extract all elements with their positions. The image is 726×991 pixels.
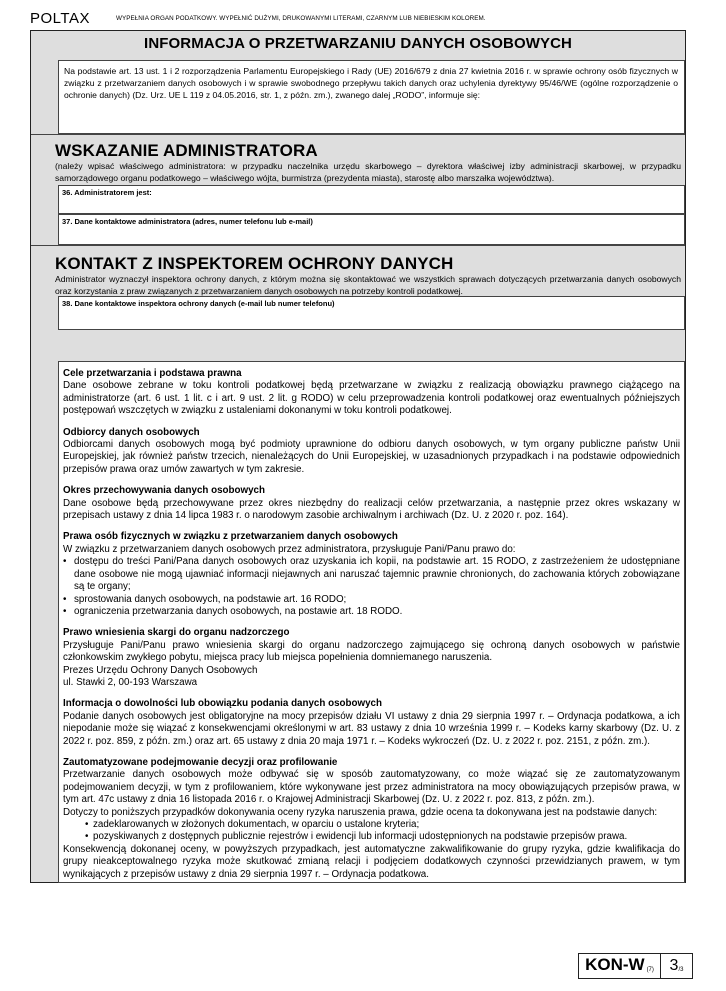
administrator-description: (należy wpisać właściwego administratora: w przypadku naczelnika urzędu skarbowego – dyrektora właściwej izby administracji skarbowej, w przypadku samorządowego organu podatkowego – właściwego wójta, burmistrza (prezydenta miasta), starostę albo marszałka województwa). <box>55 161 681 183</box>
form-version: (7) <box>646 967 654 973</box>
fill-instruction: WYPEŁNIA ORGAN PODATKOWY. WYPEŁNIĆ DUŻYMI, DRUKOWANYMI LITERAMI, CZARNYM LUB NIEBIESKIM KOLOREM. <box>116 15 486 22</box>
brand-label: POLTAX <box>30 10 90 27</box>
list-item: • pozyskiwanych z dostępnych publicznie rejestrów i ewidencji lub informacji udostępnionych na podstawie przepisów prawa. <box>63 831 680 843</box>
complaint-heading: Prawo wniesienia skargi do organu nadzorczego <box>63 627 290 639</box>
voluntary-heading: Informacja o dowolności lub obowiązku podania danych osobowych <box>63 698 382 710</box>
list-item: • zadeklarowanych w złożonych dokumentach, w oparciu o ustalone kryteria; <box>63 819 680 831</box>
information-box <box>58 361 685 883</box>
rights-list <box>63 556 680 618</box>
page-total: /3 <box>678 967 684 973</box>
intro-text: Na podstawie art. 13 ust. 1 i 2 rozporządzenia Parlamentu Europejskiego i Rady (UE) 2016/679 z dnia 27 kwietnia 2016 r. w sprawie ochrony osób fizycznych w związku z przetwarzaniem danych osobowych i w sprawie swobodnego przepływu takich danych oraz uchylenia dyrektywy 95/46/WE (ogólne rozporządzenie o ochronie danych) (Dz. Urz. UE L 119 z 04.05.2016, str. 1, z późn. zm.), zwanego dalej „RODO”, informuje się: <box>58 60 685 134</box>
automated-text-3: Konsekwencją dokonanej oceny, w powyższych przypadkach, jest automatyczne zakwalifikowanie do grupy ryzyka, gdzie kwalifikacja do grupy nieakceptowalnego ryzyka może skutkować zmianą relacji i podjęciem dodatkowych czynności przewidzianych prawem, w tym wynikających z przepisów ustawy z dnia 29 sierpnia 1997 r. – Ordynacja podatkowa. <box>63 843 680 880</box>
field-36-administrator[interactable] <box>58 185 685 214</box>
page-number: 3 <box>669 957 679 974</box>
rights-intro: W związku z przetwarzaniem danych osobowych przez administratora, przysługuje Pani/Panu prawo do: <box>63 543 516 555</box>
page-number-box <box>661 954 692 978</box>
form-container <box>30 30 686 883</box>
rights-heading: Prawa osób fizycznych w związku z przetwarzaniem danych osobowych <box>63 531 398 543</box>
page-footer <box>578 953 693 979</box>
automated-text: Przetwarzanie danych osobowych może odbywać się w sposób zautomatyzowany, co może wiązać się ze zautomatyzowanym podejmowaniem decyzji, w tym z profilowaniem, które wykonywane jest przez administratora na mocy obowiązujących przepisów prawa, w tym art. 47c ustawy z dnia 16 listopada 2016 r. o Krajowej Administracji Skarbowej (Dz. U. z 2022 r. poz. 813, z późn. zm.). <box>63 769 680 806</box>
purpose-text: Dane osobowe zebrane w toku kontroli podatkowej będą przetwarzane w związku z realizacją obowiązku prawnego ciążącego na administratorze (art. 6 ust. 1 lit. c i art. 9 ust. 2 lit. g RODO) w celu przeprowadzenia kontroli podatkowej oraz ewentualnych późniejszych postępowań wszczętych w związku z ustaleniami dokonanymi w toku kontroli podatkowej. <box>63 380 680 417</box>
purpose-heading: Cele przetwarzania i podstawa prawna <box>63 368 242 379</box>
inspector-title: KONTAKT Z INSPEKTOREM OCHRONY DANYCH <box>55 254 454 273</box>
complaint-text: Przysługuje Pani/Panu prawo wniesienia skargi do organu nadzorczego zajmującego się ochroną danych osobowych w państwie członkowskim zwykłego pobytu, miejsca pracy lub miejsca popełnienia domniemanego naruszenia. <box>63 639 680 664</box>
page-header <box>30 8 695 30</box>
storage-text: Dane osobowe będą przechowywane przez okres niezbędny do realizacji celów przetwarzania, a następnie przez okres wskazany w przepisach ustawy z dnia 14 lipca 1983 r. o narodowym zasobie archiwalnym i archiwach (Dz. U. z 2020 r. poz. 164). <box>63 497 680 522</box>
list-item: • dostępu do treści Pani/Pana danych osobowych oraz uzyskania ich kopii, na podstawie art. 15 RODO, z zastrzeżeniem że udostępniane dane osobowe nie mogą ujawniać informacji niejawnych ani naruszać tajemnic prawnie chronionych, do zachowania których zobowiązane są te organy; <box>63 556 680 593</box>
administrator-section <box>31 134 685 185</box>
inspector-section <box>31 245 685 296</box>
form-code: KON-W <box>585 955 645 974</box>
field-36-label: 36. Administratorem jest: <box>62 188 152 197</box>
list-item: • ograniczenia przetwarzania danych osobowych, na postawie art. 18 RODO. <box>63 606 680 618</box>
form-title: INFORMACJA O PRZETWARZANIU DANYCH OSOBOWYCH <box>144 35 572 52</box>
field-38-label: 38. Dane kontaktowe inspektora ochrony danych (e-mail lub numer telefonu) <box>62 299 335 308</box>
storage-heading: Okres przechowywania danych osobowych <box>63 485 265 497</box>
automated-list <box>63 819 680 844</box>
field-38-inspector-contact[interactable] <box>58 296 685 330</box>
voluntary-text: Podanie danych osobowych jest obligatoryjne na mocy przepisów działu VI ustawy z dnia 29 sierpnia 1997 r. – Ordynacja podatkowa, a ich niepodanie może się wiązać z konsekwencjami określonymi w art. 83 ustawy z dnia 10 września 1999 r. – Kodeks karny skarbowy (Dz. U. z 2022 r. poz. 859, z późn. zm.) oraz art. 65 ustawy z dnia 20 maja 1971 r. – Kodeks wykroczeń (Dz. U. z 2022 r. poz. 2151, z późn. zm.). <box>63 710 680 747</box>
list-item: • sprostowania danych osobowych, na podstawie art. 16 RODO; <box>63 594 680 606</box>
field-37-label: 37. Dane kontaktowe administratora (adres, numer telefonu lub e-mail) <box>62 217 313 226</box>
recipients-text: Odbiorcami danych osobowych mogą być podmioty uprawnione do odbioru danych osobowych, w tym organy publiczne państw Unii Europejskiej, jak również państw trzecich, nienależących do Unii Europejskiej, w uzasadnionych przypadkach i na podstawie odpowiednich przepisów prawa oraz umów zawartych w tym zakresie. <box>63 439 680 475</box>
form-code-box <box>579 954 661 978</box>
automated-text-2: Dotyczy to poniższych przypadków dokonywania oceny ryzyka naruszenia prawa, gdzie ocena ta dokonywana jest na podstawie danych: <box>63 806 658 818</box>
administrator-title: WSKAZANIE ADMINISTRATORA <box>55 141 318 160</box>
inspector-description: Administrator wyznaczył inspektora ochrony danych, z którym można się skontaktować we wszystkich sprawach dotyczących przetwarzania danych osobowych oraz korzystania z praw związanych z przetwarzaniem danych osobowych na potrzeby kontroli podatkowej. <box>55 274 681 296</box>
recipients-heading: Odbiorcy danych osobowych <box>63 426 200 438</box>
field-37-administrator-contact[interactable] <box>58 214 685 245</box>
automated-heading: Zautomatyzowane podejmowanie decyzji oraz profilowanie <box>63 756 338 768</box>
complaint-address-line2: ul. Stawki 2, 00-193 Warszawa <box>63 676 198 688</box>
complaint-address-line1: Prezes Urzędu Ochrony Danych Osobowych <box>63 664 258 676</box>
